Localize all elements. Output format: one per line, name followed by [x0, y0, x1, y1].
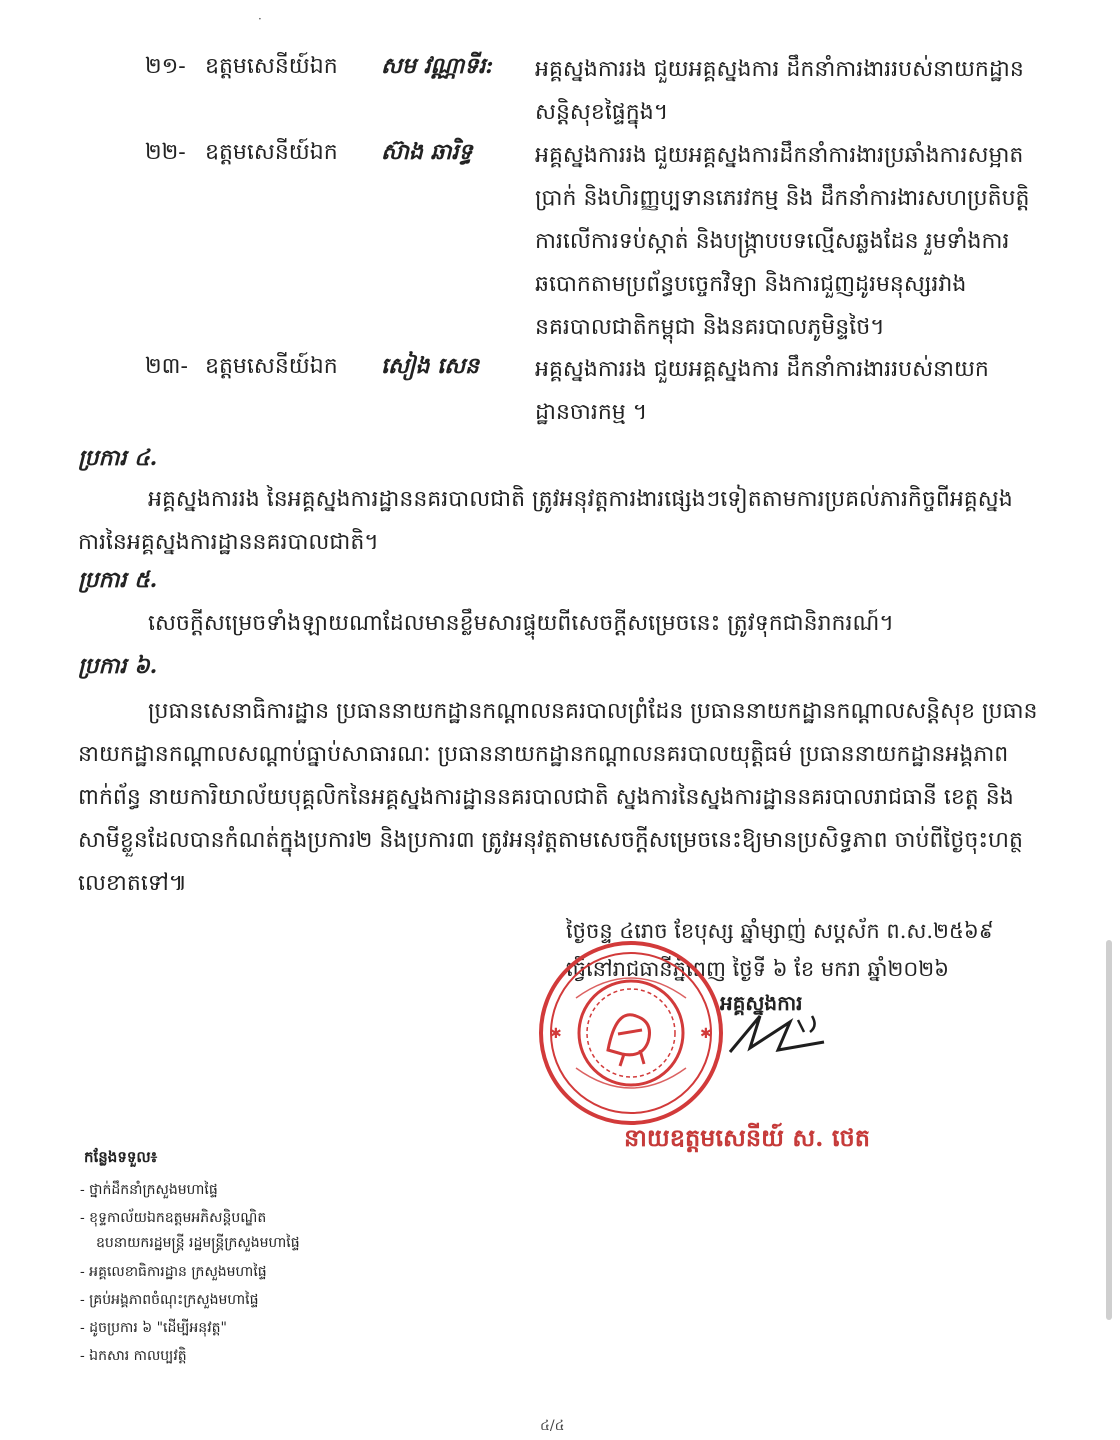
- place-date: ធ្វើនៅរាជធានីភ្នំពេញ ថ្ងៃទី ៦ ខែ មករា ឆ្នាំ២០២៦: [566, 957, 950, 981]
- appointment-rank: ឧត្តមសេនីយ៍ឯក: [205, 140, 338, 165]
- list-item: ឧបនាយករដ្ឋមន្ត្រី រដ្ឋមន្ត្រីក្រសួងមហាផ្ទៃ: [96, 1235, 300, 1251]
- appointment-duty: អគ្គស្នងការរង ជួយអគ្គស្នងការដឹកនាំការងារប្រឆាំងការសម្អាតប្រាក់ និងហិរញ្ញប្បទានភេរវកម្ម និង ដឹកនាំការងារសហប្រតិបត្តិការលើការទប់ស្កាត់ និងបង្ក្រាបបទល្មើសឆ្លងដែន រួមទាំងការឆបោកតាមប្រព័ន្ធបច្ចេកវិទ្យា និងការជួញដូរមនុស្សរវាងនគរបាលជាតិកម្ពុជា និងនគរបាលភូមិន្ទថៃ។: [535, 143, 1030, 340]
- appointment-number: ២២-: [145, 140, 186, 165]
- scrollbar[interactable]: [1106, 940, 1112, 1320]
- official-seal: [536, 938, 726, 1128]
- appointment-name: សម វណ្ណាទីរ:: [381, 53, 494, 79]
- article-heading: ប្រការ ៥.: [78, 567, 158, 593]
- signer-name: នាយឧត្តមសេនីយ៍ ស. ថេត: [624, 1123, 870, 1152]
- list-item: - ខុទ្ទកាល័យឯកឧត្តមអភិសន្តិបណ្ឌិត: [80, 1210, 267, 1226]
- list-item: - អគ្គលេខាធិការដ្ឋាន ក្រសួងមហាផ្ទៃ: [80, 1264, 267, 1280]
- appointment-duty: អគ្គស្នងការរង ជួយអគ្គស្នងការ ដឹកនាំការងាររបស់នាយកដ្ឋានចារកម្ម ។: [535, 357, 989, 425]
- lunar-date: ថ្ងៃចន្ទ ៤រោច ខែបុស្ស ឆ្នាំម្សាញ់ សប្តស័ក ព.ស.២៥៦៩: [566, 919, 994, 943]
- article-text: សេចក្តីសម្រេចទាំងឡាយណាដែលមានខ្លឹមសារផ្ទុយពីសេចក្តីសម្រេចនេះ ត្រូវទុកជានិរាករណ៍។: [148, 611, 894, 636]
- signer-title: អគ្គស្នងការ: [720, 991, 803, 1015]
- appointment-name: ស៊ាង ឆារិទ្ធ: [381, 139, 473, 165]
- article-heading: ប្រការ ៤.: [78, 445, 158, 471]
- list-item: - ថ្នាក់ដឹកនាំក្រសួងមហាផ្ទៃ: [80, 1182, 218, 1198]
- page-number: ៤/៤: [540, 1418, 565, 1434]
- svg-text:✱: ✱: [700, 1026, 712, 1042]
- list-item: - ឯកសារ កាលប្បវត្តិ: [80, 1348, 187, 1364]
- article-text: ប្រធានសេនាធិការដ្ឋាន ប្រធាននាយកដ្ឋានកណ្តាលនគរបាលព្រំដែន ប្រធាននាយកដ្ឋានកណ្តាលសន្តិសុខ ប្រធាននាយកដ្ឋានកណ្តាលសណ្តាប់ធ្នាប់សាធារណៈ ប្រធាននាយកដ្ឋានកណ្តាលនគរបាលយុត្តិធម៌ ប្រធាននាយកដ្ឋានអង្គភាពពាក់ព័ន្ធ នាយការិយាល័យបុគ្គលិកនៃអគ្គស្នងការដ្ឋាននគរបាលជាតិ ស្នងការនៃស្នងការដ្ឋាននគរបាលរាជធានី ខេត្ត និងសាមីខ្លួនដែលបានកំណត់ក្នុងប្រការ២ និងប្រការ៣ ត្រូវអនុវត្តតាមសេចក្តីសម្រេចនេះឱ្យមានប្រសិទ្ធភាព ចាប់ពីថ្ងៃចុះហត្ថលេខាតទៅ៕: [78, 699, 1038, 896]
- appointment-number: ២៣-: [145, 354, 188, 379]
- appointment-name: សៀង សេន: [381, 353, 480, 379]
- article-text: អគ្គស្នងការរង នៃអគ្គស្នងការដ្ឋាននគរបាលជាតិ ត្រូវអនុវត្តការងារផ្សេងៗទៀតតាមការប្រគល់ភារកិច្ចពីអគ្គស្នងការនៃអគ្គស្នងការដ្ឋាននគរបាលជាតិ។: [78, 487, 1013, 555]
- top-mark: ·: [258, 12, 262, 26]
- article-heading: ប្រការ ៦.: [78, 653, 158, 679]
- svg-text:✱: ✱: [550, 1026, 562, 1042]
- handwritten-signature: [720, 1002, 840, 1066]
- list-item: - ដូចប្រការ ៦ "ដើម្បីអនុវត្ត": [80, 1320, 227, 1336]
- appointment-rank: ឧត្តមសេនីយ៍ឯក: [205, 354, 338, 379]
- recipients-title: កន្លែងទទួល៖: [84, 1148, 158, 1166]
- list-item: - គ្រប់អង្គភាពចំណុះក្រសួងមហាផ្ទៃ: [80, 1292, 259, 1308]
- appointment-rank: ឧត្តមសេនីយ៍ឯក: [205, 54, 338, 79]
- appointment-number: ២១-: [145, 54, 186, 79]
- recipients-list: [80, 1176, 300, 1370]
- appointment-duty: អគ្គស្នងការរង ជួយអគ្គស្នងការ ដឹកនាំការងាររបស់នាយកដ្ឋានសន្តិសុខផ្ទៃក្នុង។: [535, 57, 1024, 125]
